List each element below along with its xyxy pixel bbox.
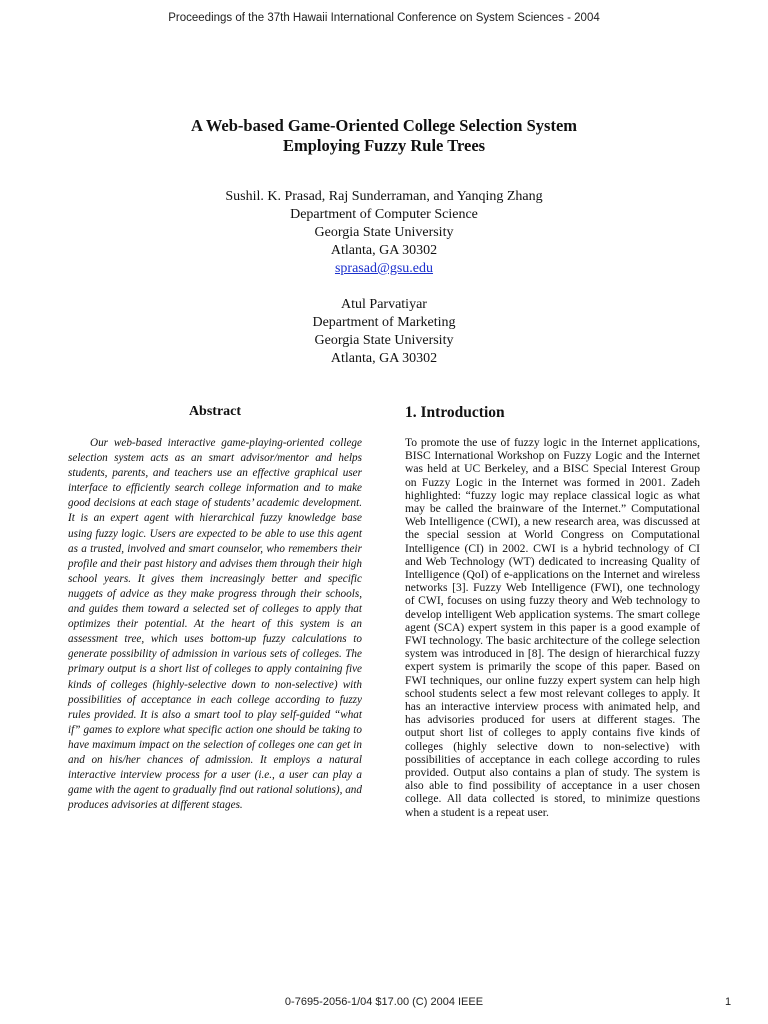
author-email-link[interactable]: sprasad@gsu.edu: [334, 261, 434, 276]
copyright-footer: 0-7695-2056-1/04 $17.00 (C) 2004 IEEE: [284, 996, 484, 1008]
second-author-department: Department of Marketing: [312, 315, 456, 330]
second-author-university: Georgia State University: [314, 333, 454, 348]
author-department: Department of Computer Science: [290, 207, 478, 222]
page-number: 1: [725, 996, 732, 1008]
title-line-1: A Web-based Game-Oriented College Selection System: [190, 116, 578, 135]
author-university: Georgia State University: [314, 225, 454, 240]
second-author-city: Atlanta, GA 30302: [330, 351, 438, 366]
author-city: Atlanta, GA 30302: [330, 243, 438, 258]
abstract-heading: Abstract: [188, 404, 242, 419]
introduction-text: To promote the use of fuzzy logic in the Internet applications, BISC International Workshop on Fuzzy Logic and the Internet was held at UC Berkeley, and a BISC Special Interest Group on Fuzzy Logic in the Internet was formed in 2001. Zadeh highlighted: “fuzzy logic may replace classical logic as what may be called the brainware of the Internet.” Computational Web Intelligence (CWI), a new research area, was discussed at the special session at World Congress on Computational Intelligence (CI) in 2002. CWI is a hybrid technology of CI and Web Technology (WT) dedicated to increasing Quality of Intelligence (QoI) of e-applications on the Internet and wireless networks [3]. Fuzzy Web Intelligence (FWI), one technology of CWI, focuses on using fuzzy theory and Web technology to develop intelligent Web application systems. The smart college agent (SCA) expert system in this paper is a good example of FWI technology. The basic architecture of the college selection system was introduced in [8]. The design of hierarchical fuzzy expert system is primarily the scope of this paper. Based on FWI techniques, our online fuzzy expert system can help high school students select a few most relevant colleges to apply. It has an interactive interview process with animated help, and has advisories produced for users at different stages. The output short list of colleges to apply contains five kinds of colleges (highly selective down to non-selective) with possibilities of acceptance in each college according to rules provided. Output also contains a plan of study. The system is also able to find possibility of acceptance in a user chosen college. All data collected is stored, to minimize questions when a student is a repeat user.: [405, 436, 700, 819]
paper-title: [0, 116, 768, 156]
title-line-2: Employing Fuzzy Rule Trees: [282, 136, 486, 155]
right-column: [405, 404, 700, 819]
second-author-block: [0, 296, 768, 368]
author-names: Sushil. K. Prasad, Raj Sunderraman, and Yanqing Zhang: [225, 189, 543, 204]
second-author-name: Atul Parvatiyar: [341, 297, 427, 312]
running-header: Proceedings of the 37th Hawaii International Conference on System Sciences - 2004: [168, 12, 600, 24]
author-block: [0, 188, 768, 278]
introduction-heading: 1. Introduction: [405, 404, 505, 421]
left-column: [68, 404, 362, 813]
abstract-text: Our web-based interactive game-playing-oriented college selection system acts as an smart advisor/mentor and helps students, parents, and teachers use an effective graphical user interface to efficiently search college information and to make good decisions at each stage of students’ academic development. It is an expert agent with hierarchical fuzzy knowledge base using fuzzy logic. Users are expected to be able to use this agent as a trusted, involved and smart counselor, who remembers their profile and their past history and advises them through their high school years. It gives them increasingly better and specific nuggets of advice as they make progress through their schools, and guides them toward a selected set of colleges to apply that optimizes their potential. At the heart of this system is an assessment tree, which uses bottom-up fuzzy calculations to generate possibility of admission in various sets of colleges. The primary output is a short list of colleges to apply containing five kinds of colleges (highly-selective down to non-selective) with possibilities of acceptance in each college according to fuzzy rules provided. It is also a smart tool to play self-guided “what if” games to explore what specific action one should be taking to have maximum impact on the selection of colleges one can get in and on his/her chances of admission. It employs a natural interactive interview process for a user (i.e., a user can play a game with the agent to gradually find out rational solutions), and produces advisories at different stages.: [68, 437, 362, 812]
